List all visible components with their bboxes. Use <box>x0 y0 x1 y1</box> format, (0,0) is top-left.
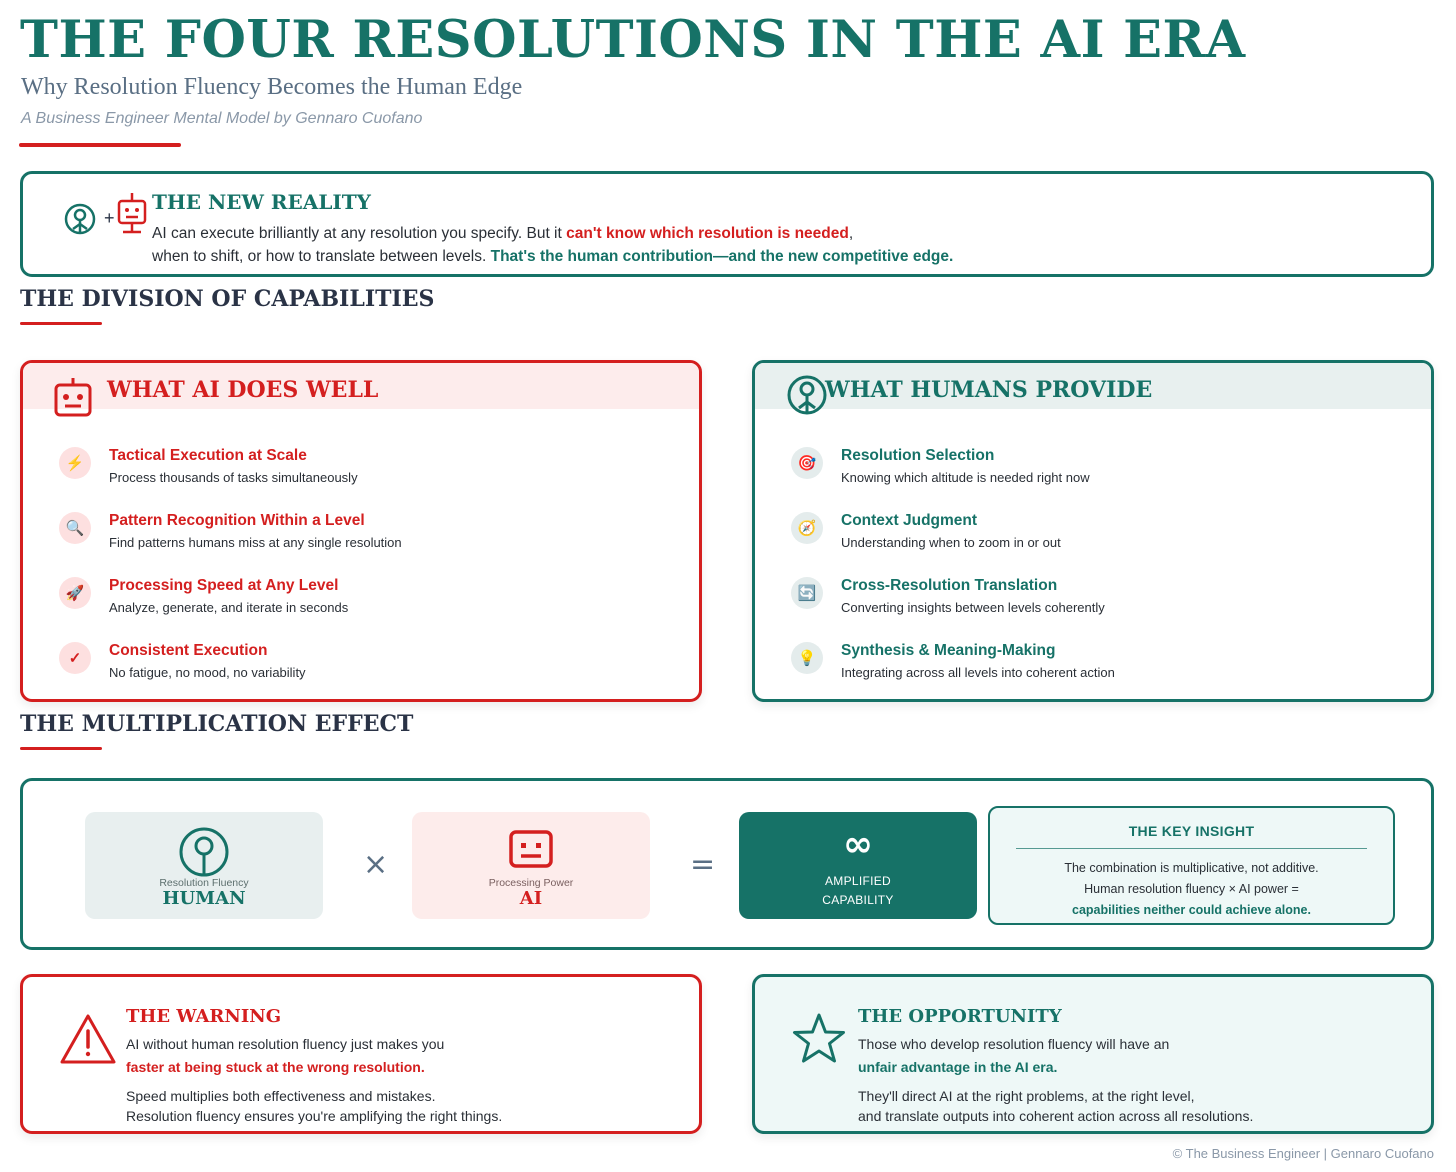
list-item: 💡 Synthesis & Meaning-Making Integrating across all levels into coherent action <box>791 642 1411 694</box>
byline: A Business Engineer Mental Model by Gennaro Cuofano <box>21 110 423 127</box>
human-card-title: WHAT HUMANS PROVIDE <box>825 377 1153 403</box>
header-divider <box>19 143 181 147</box>
warning-triangle-icon <box>59 1013 117 1065</box>
list-item: 🧭 Context Judgment Understanding when to zoom in or out <box>791 512 1411 564</box>
magnifier-icon: 🔍 <box>59 512 91 544</box>
section-divider <box>20 322 102 325</box>
key-insight-box: THE KEY INSIGHT The combination is multiplicative, not additive. Human resolution fluency × AI power = capabilities neither could achieve alone. <box>988 806 1395 925</box>
list-item: ✓ Consistent Execution No fatigue, no mood, no variability <box>59 642 679 694</box>
ai-card-title: WHAT AI DOES WELL <box>107 377 379 403</box>
new-reality-panel <box>20 171 1434 277</box>
warning-title: THE WARNING <box>126 1006 282 1027</box>
times-symbol: × <box>363 847 389 882</box>
list-item: 🎯 Resolution Selection Knowing which altitude is needed right now <box>791 447 1411 499</box>
target-icon: 🎯 <box>791 447 823 479</box>
warning-card: THE WARNING AI without human resolution fluency just makes you faster at being stuck at the wrong resolution. Speed multiplies both effectiveness and mistakes. Resolution fluency ensures you're amplifying the right things. <box>20 974 702 1134</box>
star-icon <box>791 1011 847 1067</box>
human-tile: Resolution Fluency HUMAN <box>85 812 323 919</box>
list-item: 🚀 Processing Speed at Any Level Analyze, generate, and iterate in seconds <box>59 577 679 629</box>
multiplication-panel <box>20 778 1434 950</box>
section-divider <box>20 747 102 750</box>
robot-icon <box>508 829 554 869</box>
ai-capabilities-card <box>20 360 702 702</box>
list-item: 🔍 Pattern Recognition Within a Level Find patterns humans miss at any single resolution <box>59 512 679 564</box>
opportunity-title: THE OPPORTUNITY <box>858 1006 1062 1027</box>
human-icon <box>63 202 97 236</box>
lightning-icon: ⚡ <box>59 447 91 479</box>
human-plus-ai-icons <box>63 192 153 242</box>
page-subtitle: Why Resolution Fluency Becomes the Human Edge <box>21 74 523 100</box>
section-title-division: THE DIVISION OF CAPABILITIES <box>20 286 435 312</box>
list-item: ⚡ Tactical Execution at Scale Process thousands of tasks simultaneously <box>59 447 679 499</box>
checkmark-icon: ✓ <box>59 642 91 674</box>
infinity-icon: ∞ <box>843 824 873 865</box>
plus-sign: + <box>104 208 115 228</box>
new-reality-text: AI can execute brilliantly at any resolution you specify. But it can't know which resolution is needed, when to shift, or how to translate between levels. That's the human contribution—and the new competitive edge. <box>152 225 954 265</box>
list-item: 🔄 Cross-Resolution Translation Converting insights between levels coherently <box>791 577 1411 629</box>
ai-tile: Processing Power AI <box>412 812 650 919</box>
refresh-icon: 🔄 <box>791 577 823 609</box>
human-icon <box>786 374 828 416</box>
rocket-icon: 🚀 <box>59 577 91 609</box>
section-title-multiplication: THE MULTIPLICATION EFFECT <box>20 711 414 737</box>
page-title: THE FOUR RESOLUTIONS IN THE AI ERA <box>20 10 1246 70</box>
reality-emphasis-red: can't know which resolution is needed <box>566 225 849 242</box>
compass-icon: 🧭 <box>791 512 823 544</box>
insight-divider <box>1016 848 1367 849</box>
amplified-capability-tile: ∞ AMPLIFIED CAPABILITY <box>739 812 977 919</box>
lightbulb-icon: 💡 <box>791 642 823 674</box>
equals-symbol: = <box>690 847 716 882</box>
human-icon <box>178 826 230 878</box>
opportunity-card: THE OPPORTUNITY Those who develop resolution fluency will have an unfair advantage in the AI era. They'll direct AI at the right problems, at the right level, and translate outputs into coherent action across all resolutions. <box>752 974 1434 1134</box>
new-reality-title: THE NEW REALITY <box>152 190 371 214</box>
robot-icon <box>115 192 149 240</box>
reality-emphasis-teal: That's the human contribution—and the new competitive edge. <box>490 248 954 265</box>
footer-credit: © The Business Engineer | Gennaro Cuofano <box>1172 1146 1434 1161</box>
robot-icon <box>53 376 93 418</box>
human-capabilities-card <box>752 360 1434 702</box>
